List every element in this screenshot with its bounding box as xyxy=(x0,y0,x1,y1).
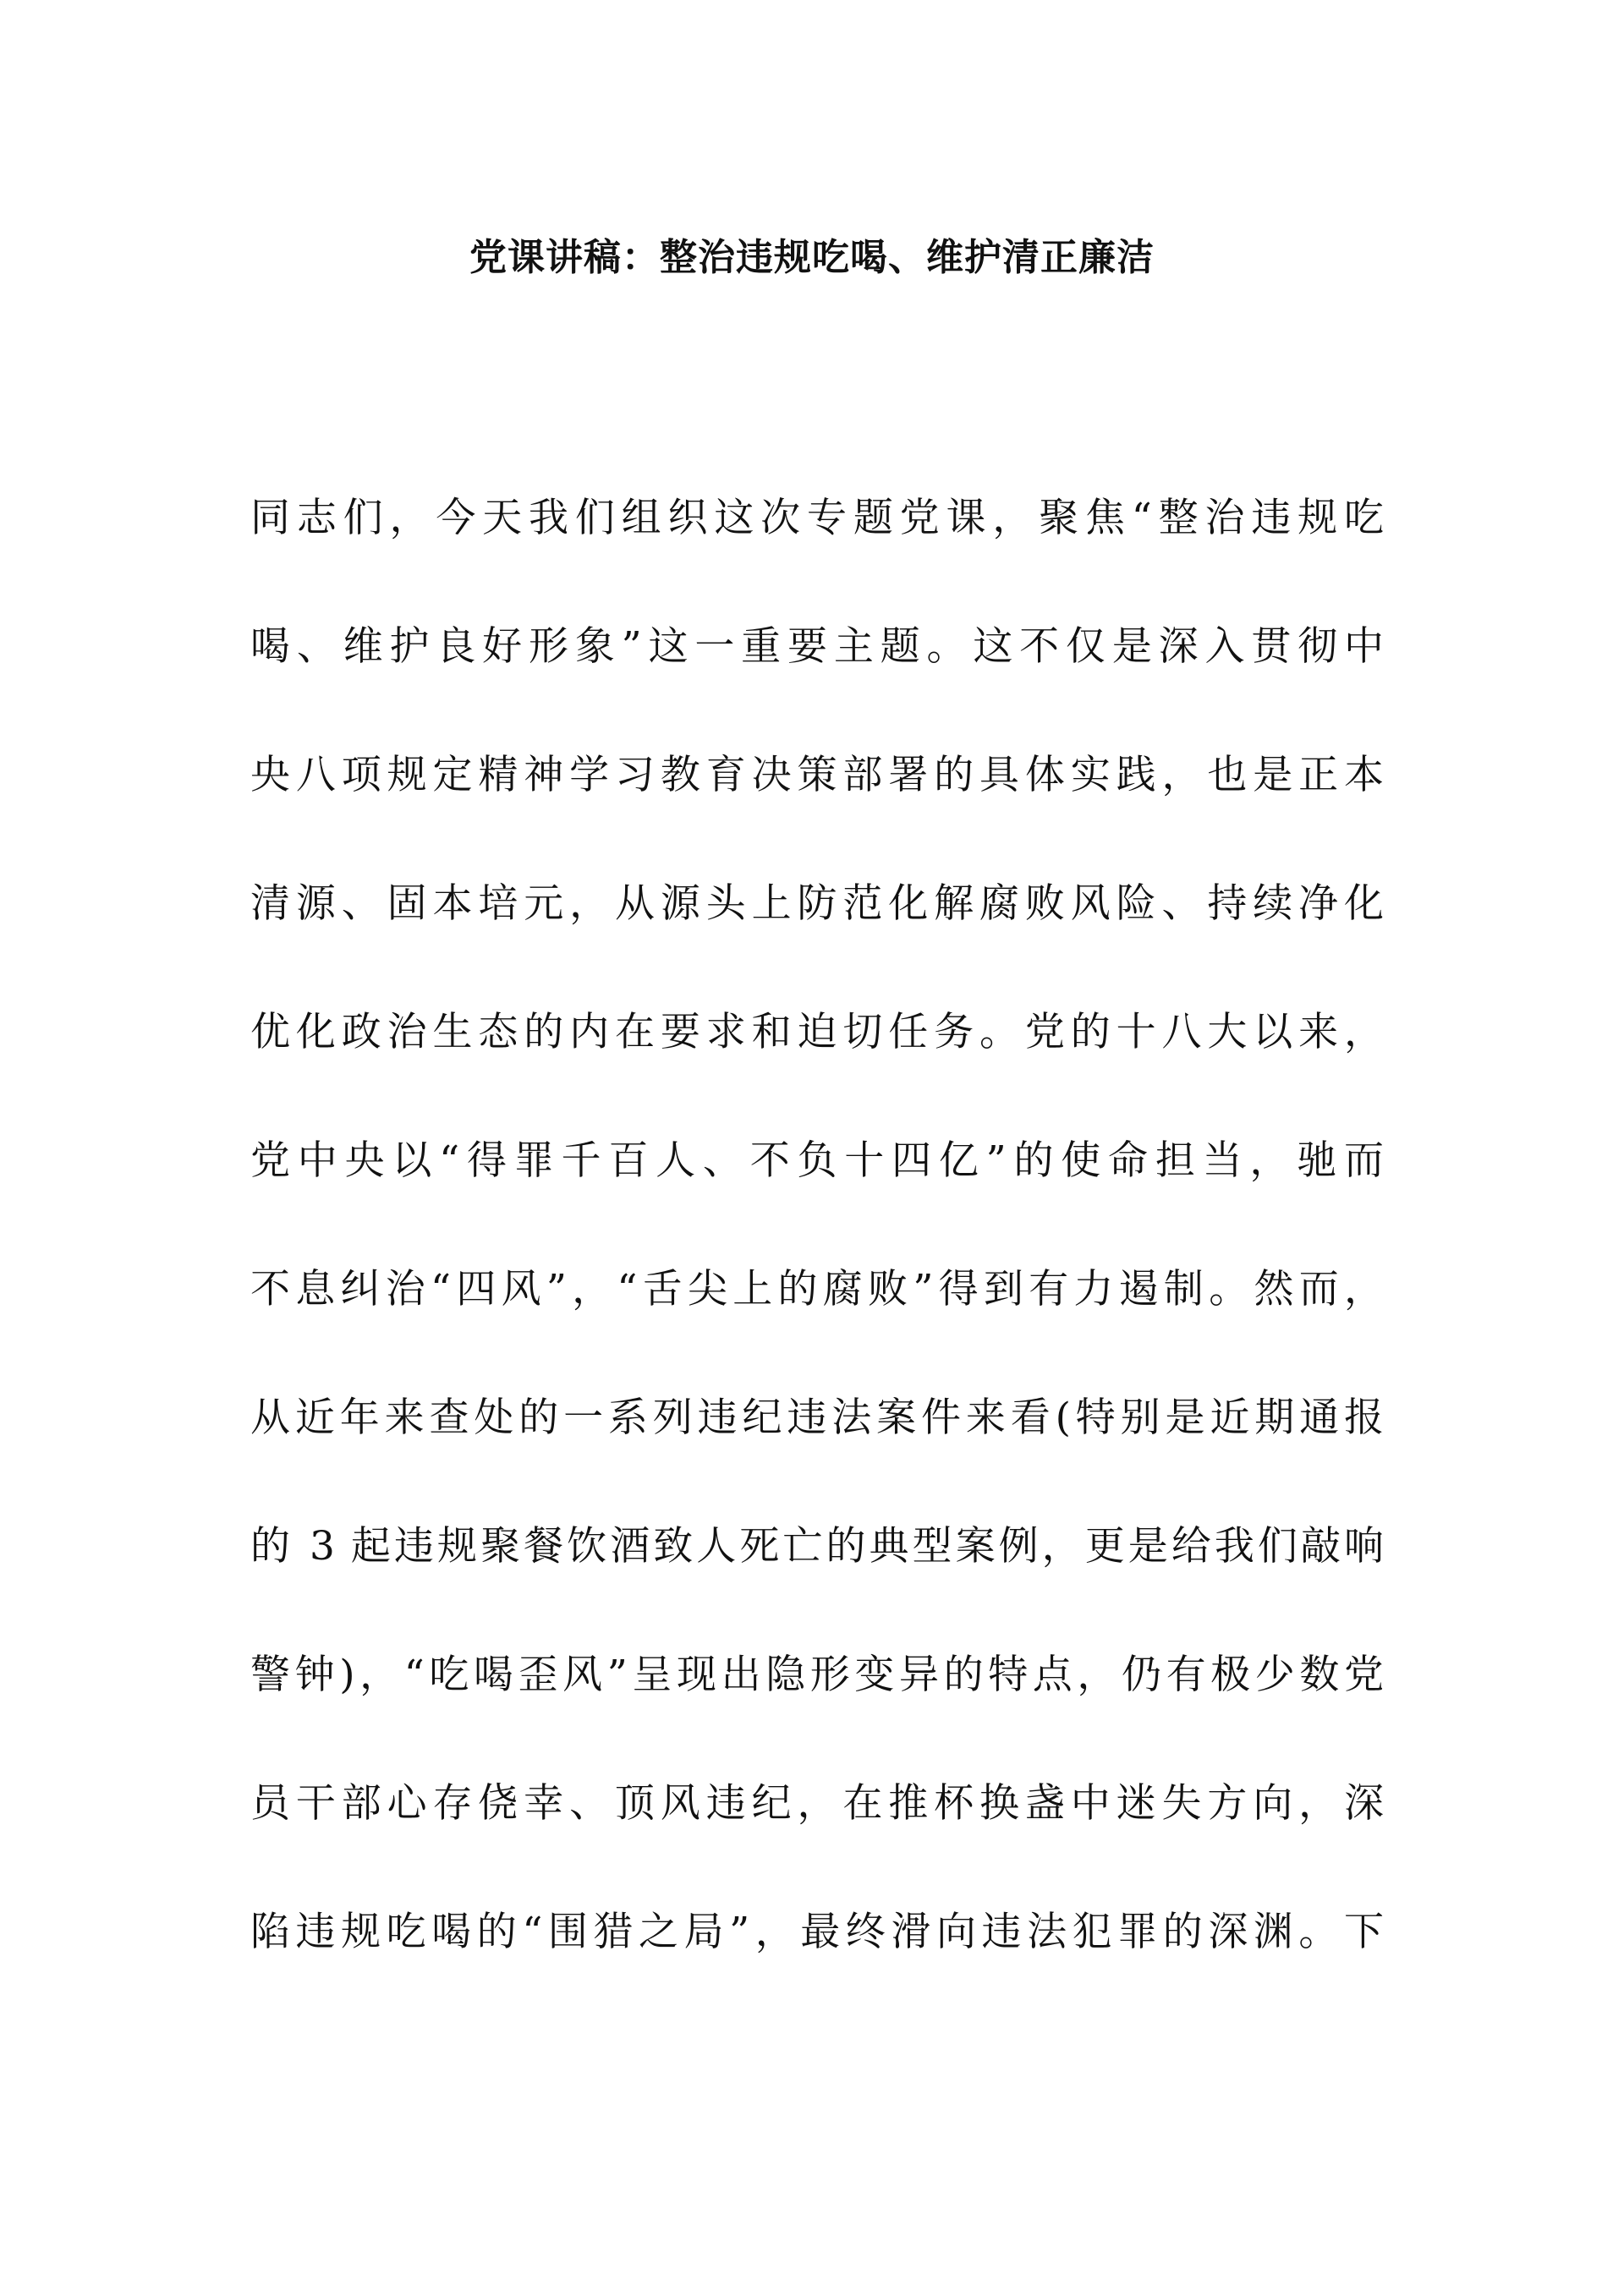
body-line: 警钟)，“吃喝歪风”呈现出隐形变异的特点，仍有极少数党 xyxy=(250,1652,1384,1698)
body-line: 央八项规定精神学习教育决策部署的具体实践，也是正本 xyxy=(250,752,1384,798)
body-line: 优化政治生态的内在要求和迫切任务。党的十八大以来， xyxy=(250,1009,1384,1055)
body-line: 陷违规吃喝的“围猎之局”，最终滑向违法犯罪的深渊。下 xyxy=(250,1909,1384,1955)
body-line: 从近年来查处的一系列违纪违法案件来看(特别是近期通报 xyxy=(250,1395,1384,1441)
body-line: 同志们，今天我们组织这次专题党课，聚焦“整治违规吃 xyxy=(250,495,1384,541)
body-line: 党中央以“得罪千百人、不负十四亿”的使命担当，驰而 xyxy=(250,1137,1384,1184)
document-title: 党课讲稿：整治违规吃喝、维护清正廉洁 xyxy=(469,236,1155,279)
body-line: 员干部心存侥幸、顶风违纪，在推杯换盏中迷失方向，深 xyxy=(250,1780,1384,1827)
body-line: 的 3 起违规聚餐饮酒致人死亡的典型案例，更是给我们敲响 xyxy=(250,1523,1384,1570)
body-line: 不息纠治“四风”，“舌尖上的腐败”得到有力遏制。然而， xyxy=(250,1266,1384,1312)
body-line: 喝、维护良好形象”这一重要主题。这不仅是深入贯彻中 xyxy=(250,623,1384,670)
body-line: 清源、固本培元，从源头上防范化解腐败风险、持续净化 xyxy=(250,880,1384,927)
